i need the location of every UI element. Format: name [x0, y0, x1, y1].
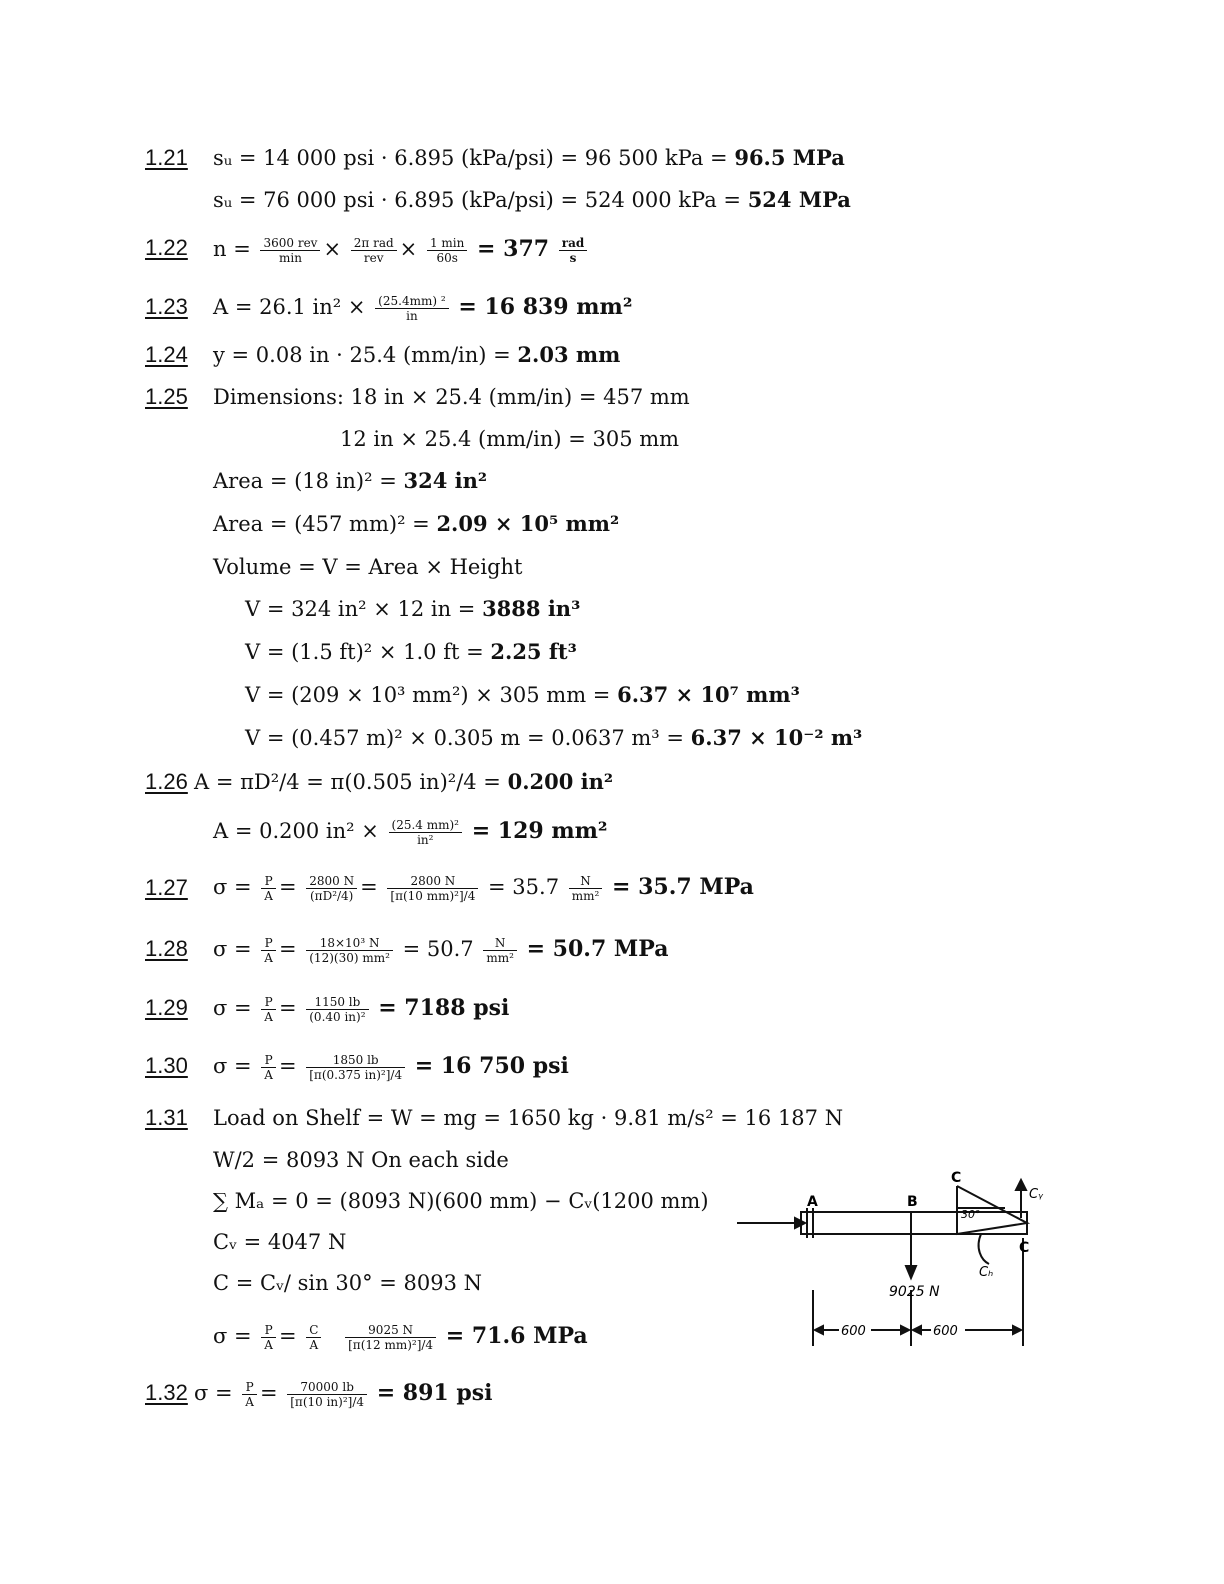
fraction: $\frac{\text{18×10³ N}}{\text{(12)(30) mm²}}$	[306, 936, 393, 965]
label-a: A	[807, 1194, 818, 1210]
answer-unit: $\frac{\text{rad}}{s}$	[559, 236, 588, 265]
fraction: $\frac{9025 N}{\text{[π(12 mm)²]/4}}$	[345, 1323, 436, 1352]
answer: 2.09 × 10⁵ mm²	[436, 511, 620, 536]
answer: 3888 in³	[482, 596, 581, 621]
fraction: $\frac{P}{A}$	[261, 936, 276, 965]
answer: 6.37 × 10⁻² m³	[690, 725, 863, 750]
answer: = 16 839 mm²	[458, 294, 633, 320]
label-dim1: 600	[841, 1324, 866, 1339]
equation-line	[213, 185, 851, 215]
equation-text: sᵤ = 76 000 psi · 6.895 (kPa/psi) = 524 000 kPa =	[213, 188, 748, 212]
answer: 324 in²	[403, 468, 488, 493]
problem-number: 1.32	[145, 1380, 188, 1405]
fraction: $\frac{\text{2π rad}}{\text{rev}}$	[351, 236, 397, 265]
answer: 524 MPa	[747, 187, 851, 212]
equation-line: σ = $\frac{P}{A}$ = $\frac{1850 lb}{\text{[π(0.375 in)²]/4}}$ = 16 750 psi	[213, 1053, 569, 1082]
equation-line: σ = $\frac{P}{A}$ = $\frac{1150 lb}{\text{(0.40 in)²}}$ = 7188 psi	[213, 995, 510, 1024]
problem-number: 1.21	[145, 145, 188, 170]
equation-line: V = 324 in² × 12 in = 3888 in³	[245, 596, 581, 621]
equation-line: V = (0.457 m)² × 0.305 m = 0.0637 m³ = 6.37 × 10⁻² m³	[245, 725, 863, 750]
fraction: $\frac{\text{3600 rev}}{\min}$	[260, 236, 320, 265]
equation-line: Area = (18 in)² = 324 in²	[213, 468, 488, 493]
fraction: $\frac{P}{A}$	[261, 874, 276, 903]
fraction: $\frac{P}{A}$	[261, 1053, 276, 1082]
fraction: $\frac{P}{A}$	[242, 1380, 257, 1409]
problem-number: 1.26	[145, 769, 188, 794]
fraction: $\frac{\text{(25.4 mm)²}}{\text{in²}}$	[389, 818, 462, 847]
fraction: $\frac{N}{\text{mm²}}$	[483, 936, 517, 965]
answer: = 891 psi	[376, 1380, 493, 1406]
equation-line: σ = $\frac{P}{A}$ = $\frac{2800 N}{\text{(πD²/4)}}$ = $\frac{2800 N}{\text{[π(10 mm)²]/4}}$ = 35.7 $\frac{N}{\text{mm²}}$ = 35.7 MPa	[213, 874, 754, 903]
equation-line: C = Cᵥ/ sin 30° = 8093 N	[213, 1271, 483, 1295]
equation-text: A = 26.1 in² ×	[213, 295, 366, 319]
fraction: $\frac{\text{(25.4mm) ²}}{in}$	[375, 294, 448, 323]
label-ch: Cₕ	[979, 1265, 994, 1280]
answer: = 129 mm²	[471, 818, 608, 844]
fraction: $\frac{2800 N}{\text{[π(10 mm)²]/4}}$	[387, 874, 478, 903]
fraction: $\frac{1 \min}{60s}$	[427, 236, 467, 265]
problem-number: 1.22	[145, 235, 188, 260]
equation-line: V = (209 × 10³ mm²) × 305 mm = 6.37 × 10⁷ mm³	[245, 682, 800, 707]
answer: 96.5 MPa	[734, 145, 845, 170]
equation-line: n = $\frac{\text{3600 rev}}{\min}$ × $\frac{\text{2π rad}}{\text{rev}}$ × $\frac{1 \min}{60s}$ = 377 $\frac{\text{rad}}{s}$	[213, 234, 590, 265]
problem-number: 1.31	[145, 1105, 188, 1130]
equation-line: σ = $\frac{P}{A}$ = $\frac{C}{A}$ $\frac{9025 N}{\text{[π(12 mm)²]/4}}$ = 71.6 MPa	[213, 1323, 588, 1352]
equation-line: 12 in × 25.4 (mm/in) = 305 mm	[340, 427, 680, 451]
equation-line	[213, 340, 620, 370]
equation-line: σ = $\frac{P}{A}$ = $\frac{\text{18×10³ N}}{\text{(12)(30) mm²}}$ = 50.7 $\frac{N}{\text{mm²}}$ = 50.7 MPa	[213, 936, 669, 965]
equation-line: ∑ Mₐ = 0 = (8093 N)(600 mm) − Cᵥ(1200 mm)	[213, 1189, 709, 1213]
label-cy: Cᵧ	[1029, 1187, 1043, 1202]
answer: 2.03 mm	[517, 342, 621, 367]
fraction: $\frac{70000 lb}{\text{[π(10 in)²]/4}}$	[287, 1380, 367, 1409]
fraction: $\frac{C}{A}$	[306, 1323, 321, 1352]
equation-line: Load on Shelf = W = mg = 1650 kg · 9.81 m/s² = 16 187 N	[213, 1106, 844, 1130]
answer: = 16 750 psi	[414, 1053, 569, 1079]
label-angle: 30°	[961, 1208, 981, 1221]
equation-line: W/2 = 8093 N On each side	[213, 1148, 509, 1172]
equation-line: Cᵥ = 4047 N	[213, 1230, 347, 1254]
answer: = 35.7 MPa	[612, 874, 754, 900]
equation-line: V = (1.5 ft)² × 1.0 ft = 2.25 ft³	[245, 639, 577, 664]
equation-line: Area = (457 mm)² = 2.09 × 10⁵ mm²	[213, 511, 620, 536]
problem-number: 1.27	[145, 875, 188, 900]
label-c: C	[1019, 1240, 1030, 1256]
equation-line: A = 0.200 in² × $\frac{\text{(25.4 mm)²}}{\text{in²}}$ = 129 mm²	[213, 818, 608, 847]
label-load: 9025 N	[889, 1284, 940, 1300]
fraction: $\frac{N}{\text{mm²}}$	[569, 874, 603, 903]
answer: 2.25 ft³	[490, 639, 577, 664]
problem-number: 1.25	[145, 384, 188, 409]
answer: = 50.7 MPa	[526, 936, 669, 962]
fraction: $\frac{1150 lb}{\text{(0.40 in)²}}$	[306, 995, 368, 1024]
equation-line: σ = $\frac{P}{A}$ = $\frac{70000 lb}{\text{[π(10 in)²]/4}}$ = 891 psi	[194, 1380, 493, 1409]
equation-line: Dimensions: 18 in × 25.4 (mm/in) = 457 mm	[213, 385, 690, 409]
problem-number: 1.30	[145, 1053, 188, 1078]
equation-text: y = 0.08 in · 25.4 (mm/in) =	[213, 343, 518, 367]
problem-number: 1.29	[145, 995, 188, 1020]
shelf-force-diagram	[735, 1168, 1055, 1358]
answer: 6.37 × 10⁷ mm³	[617, 682, 800, 707]
equation-text: n =	[213, 237, 251, 261]
equation-line: A = πD²/4 = π(0.505 in)²/4 = 0.200 in²	[194, 769, 614, 794]
equation-text: sᵤ = 14 000 psi · 6.895 (kPa/psi) = 96 500 kPa =	[213, 146, 735, 170]
equation-line: Volume = V = Area × Height	[213, 555, 523, 579]
problem-number: 1.24	[145, 342, 188, 367]
equation-line	[213, 292, 632, 323]
problem-number: 1.28	[145, 936, 188, 961]
equation-line	[213, 143, 845, 173]
label-dim2: 600	[933, 1324, 958, 1339]
fraction: $\frac{P}{A}$	[261, 995, 276, 1024]
label-c-top: C	[951, 1170, 962, 1186]
answer: 0.200 in²	[507, 769, 614, 794]
answer: = 71.6 MPa	[445, 1323, 588, 1349]
label-b: B	[907, 1194, 918, 1210]
fraction: $\frac{1850 lb}{\text{[π(0.375 in)²]/4}}$	[306, 1053, 405, 1082]
answer: = 7188 psi	[378, 995, 510, 1021]
fraction: $\frac{P}{A}$	[261, 1323, 276, 1352]
problem-number: 1.23	[145, 294, 188, 319]
answer: = 377	[477, 236, 550, 262]
fraction: $\frac{2800 N}{\text{(πD²/4)}}$	[306, 874, 357, 903]
